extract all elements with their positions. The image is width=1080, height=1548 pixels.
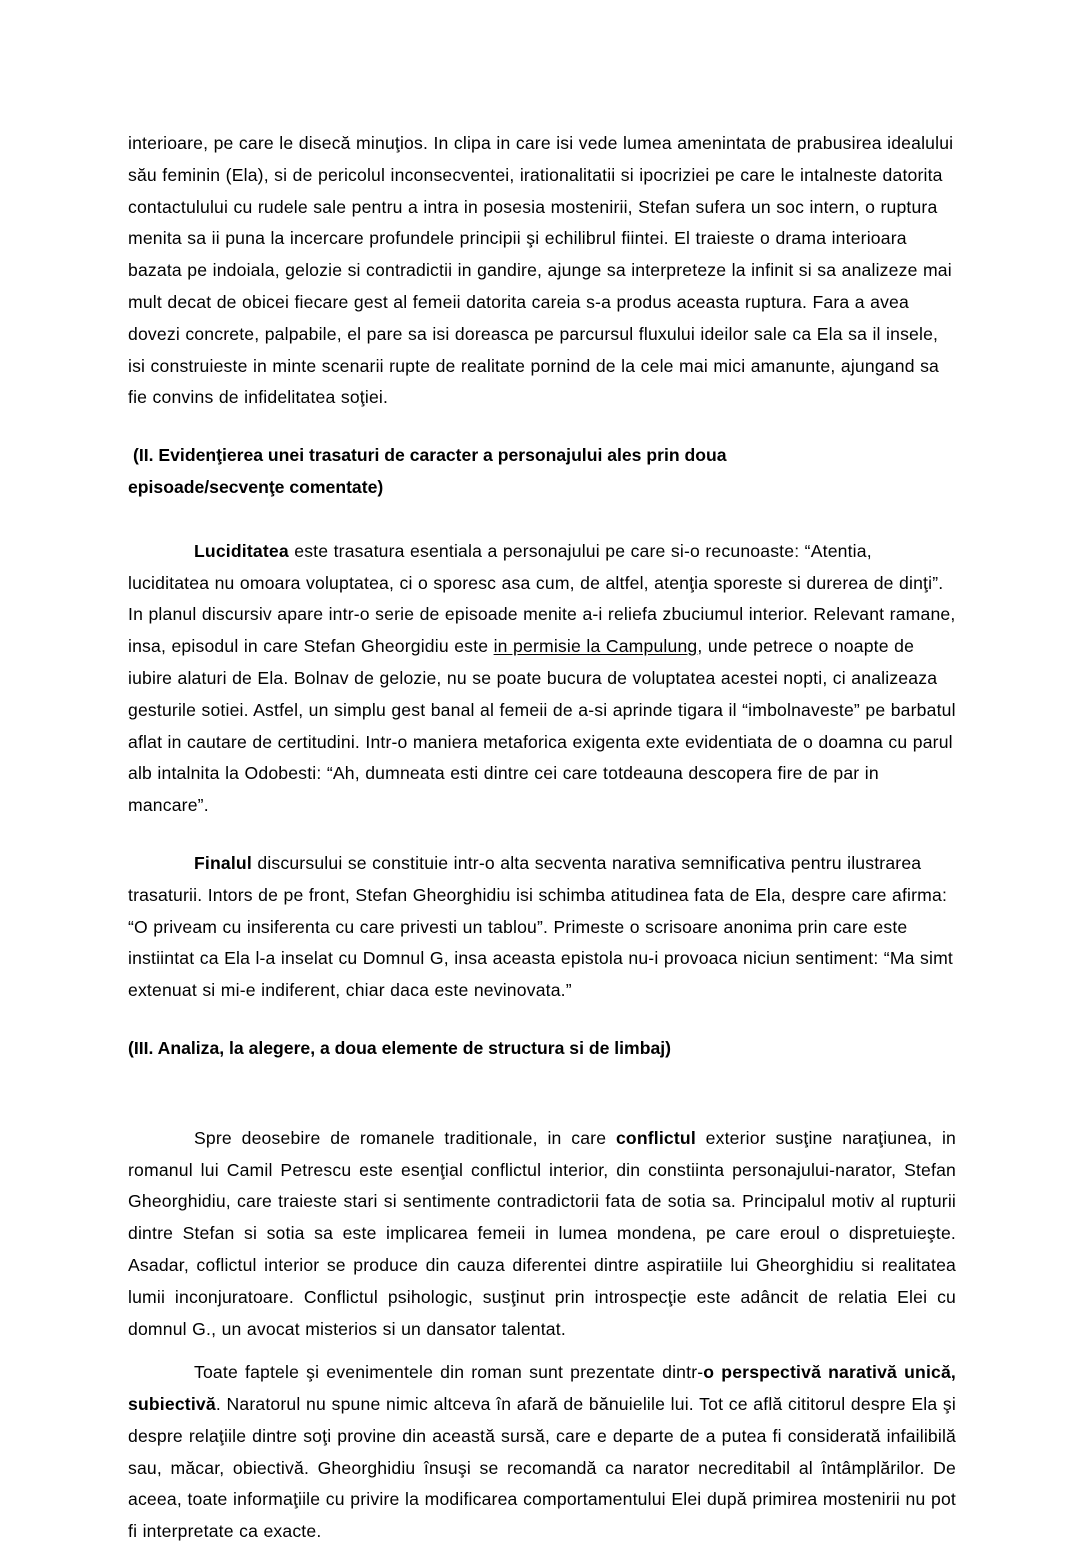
- paragraph-conflict-text-2: exterior susţine naraţiunea, in romanul lui Camil Petrescu este esenţial conflictul interior, din constiinta personajului-narator, Stefan Gheorghidiu, care traieste stari si sentimente contradictorii fata de sotia sa. Principalul motiv al rupturii dintre Stefan si sotia sa este implicarea femeii in lumea mondena, pe care eroul o dispretuieşte. Asadar, coflictul interior se produce din cauza diferentei dintre aspiratiile lui Gheorghidiu si realitatea lumii inconjuratoare. Conflictul psihologic, susţinut prin introspecţie este adâncit de relatia Elei cu domnul G., un avocat misterios si un dansator talentat.: [128, 1127, 956, 1339]
- paragraph-conflict: [128, 1123, 956, 1346]
- heading-section-ii-line1: (II. Evidenţierea unei trasaturi de caracter a personajului ales prin doua: [133, 445, 727, 466]
- paragraph-finalul-text: discursului se constituie intr-o alta secventa narativa semnificativa pentru ilustrarea trasaturii. Intors de pe front, Stefan Gheorghidiu isi schimba atitudinea fata de Ela, despre care afirma: “O priveam cu insiferenta cu care privesti un tablou”. Primeste o scrisoare anonima prin care este instiintat ca Ela l-a inselat cu Domnul G, insa aceasta epistola nu-i provoaca niciun sentiment: “Ma simt extenuat si mi-e indiferent, chiar daca este nevinovata.”: [128, 852, 953, 1001]
- spacer: [128, 504, 956, 536]
- keyword-finalul: Finalul: [194, 852, 252, 873]
- paragraph-conflict-text-1: Spre deosebire de romanele traditionale, in care: [194, 1127, 616, 1148]
- heading-section-ii-line2: episoade/secvenţe comentate): [128, 476, 384, 497]
- paragraph-intro: interioare, pe care le disecă minuţios. In clipa in care isi vede lumea amenintata de prabusirea idealului său feminin (Ela), si de pericolul inconsecventei, irationalitatii si ipocriziei pe care le intalneste datorita contactulului cu rudele sale pentru a intra in posesia mostenirii, Stefan sufera un soc intern, o ruptura menita sa ii puna la incercare profundele principii şi echilibrul fiintei. El traieste o drama interioara bazata pe indoiala, gelozie si contradictii in gandire, ajunge sa interpreteze la infinit si sa analizeze mai mult decat de obicei fiecare gest al femeii datorita careia s-a produs aceasta ruptura. Fara a avea dovezi concrete, palpabile, el pare sa isi doreasca pe parcursul fluxului ideilor sale ca Ela sa il insele, isi construieste in minte scenarii rupte de realitate pornind de la cele mai mici amanunte, ajungand sa fie convins de infidelitatea soţiei.: [128, 133, 954, 408]
- paragraph-perspectiva-text-2: . Naratorul nu spune nimic altceva în afară de bănuielile lui. Tot ce află cititorul despre Ela şi despre relaţiile dintre soţi provine din această sursă, care e departe de a putea fi considerată infailibilă sau, măcar, obiectivă. Gheorghidiu însuşi se recomandă ca narator necreditabil al întâmplărilor. De aceea, toate informaţiile cu privire la modificarea comportamentului Elei după primirea mostenirii nu pot fi interpretate ca exacte.: [128, 1394, 956, 1542]
- underlined-phrase-permisie-campulung: in permisie la Campulung: [493, 636, 698, 657]
- heading-section-iii: (III. Analiza, la alegere, a doua elemente de structura si de limbaj): [128, 1037, 671, 1058]
- keyword-perspectiva-narativa: o perspectivă narativă unică, subiectivă: [128, 1362, 956, 1415]
- heading-section-ii: [128, 440, 956, 504]
- document-body: [128, 128, 956, 1548]
- spacer: [128, 1345, 956, 1357]
- keyword-luciditatea: Luciditatea: [194, 540, 289, 561]
- paragraph-finalul: [128, 848, 956, 1007]
- spacer: [128, 414, 956, 440]
- keyword-conflictul: conflictul: [615, 1127, 696, 1148]
- spacer: [128, 1007, 956, 1033]
- spacer: [128, 822, 956, 848]
- paragraph-perspectiva-text-1: Toate faptele şi evenimentele din roman sunt prezentate dintr-: [194, 1362, 704, 1383]
- paragraph-luciditatea: [128, 536, 956, 822]
- paragraph-luciditatea-text-1: este trasatura esentiala a personajului pe care si-o recunoaste: “Atentia, luciditatea nu omoara voluptatea, ci o sporesc asa cum, de altfel, atenţia sporeste si durerea de dinţi”. In planul discursiv apare intr-o serie de episoade menite a-i reliefa zbuciumul interior. Relevant ramane, insa, episodul in care Stefan Gheorgidiu este: [128, 540, 956, 657]
- paragraph-perspectiva: [128, 1357, 956, 1548]
- spacer: [128, 1065, 956, 1123]
- paragraph-luciditatea-text-2: , unde petrece o noapte de iubire alaturi de Ela. Bolnav de gelozie, nu se poate bucura de voluptatea acestei nopti, ci analizeaza gesturile sotiei. Astfel, un simplu gest banal al femeii de a-si aprinde tigara il “imbolnaveste” pe barbatul aflat in cautare de certitudini. Intr-o maniera metaforica exigenta exte evidentiata de o doamna cu parul alb intalnita la Odobesti: “Ah, dumneata esti dintre cei care totdeauna descopera fire de par in mancare”.: [128, 636, 956, 816]
